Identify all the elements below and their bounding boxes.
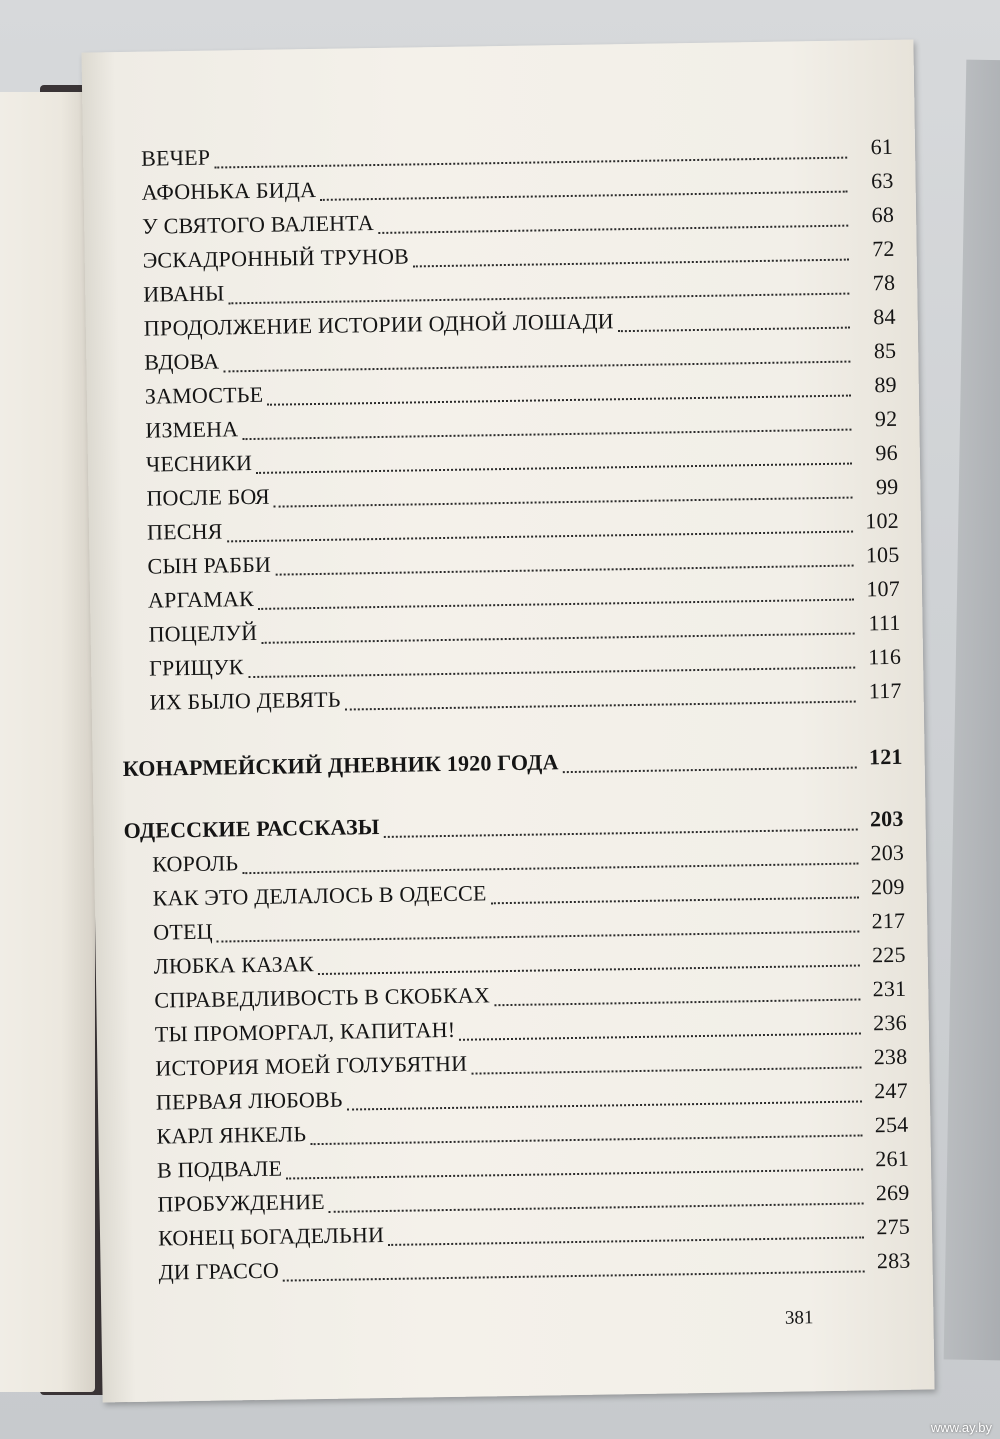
toc-entry-title: КАК ЭТО ДЕЛАЛОСЬ В ОДЕССЕ [152, 880, 487, 911]
toc-section-page: 203 [869, 805, 904, 832]
leader-dots [494, 996, 860, 1006]
page-number: 381 [784, 1307, 814, 1329]
toc-entry-title: ПРОБУЖДЕНИЕ [157, 1188, 326, 1217]
toc-entry-page: 68 [871, 201, 895, 228]
toc-entry-title: КАРЛ ЯНКЕЛЬ [156, 1121, 307, 1149]
left-page-edge [0, 92, 95, 1392]
toc-entry-page: 92 [874, 405, 898, 432]
toc-entry-title: ДИ ГРАССО [158, 1257, 280, 1285]
toc-entry-page: 72 [872, 235, 895, 262]
toc-entry-page: 84 [873, 303, 896, 330]
toc-entry-title: ЭСКАДРОННЫЙ ТРУНОВ [142, 243, 410, 273]
toc-entry-title: ПРОДОЛЖЕНИЕ ИСТОРИИ ОДНОЙ ЛОШАДИ [143, 308, 614, 341]
leader-dots [491, 895, 859, 905]
toc-section-title: КОНАРМЕЙСКИЙ ДНЕВНИК 1920 ГОДА [122, 749, 559, 782]
toc-entry-title: ОТЕЦ [153, 918, 213, 945]
toc-entry-page: 96 [875, 439, 899, 466]
toc-entry-page: 269 [875, 1179, 910, 1206]
toc-entry-page: 63 [870, 167, 894, 194]
toc-entry-page: 231 [872, 975, 907, 1002]
toc-entry-title: КОРОЛЬ [152, 850, 239, 877]
toc-entry-title: АФОНЬКА БИДА [141, 176, 317, 205]
toc-entry-page: 261 [875, 1145, 910, 1172]
toc-group-stories [113, 130, 902, 720]
leader-dots [618, 325, 850, 333]
toc-entry-title: СЫН РАББИ [147, 551, 272, 579]
leader-dots [563, 765, 857, 774]
toc-section-title: ОДЕССКИЕ РАССКАЗЫ [123, 814, 380, 844]
toc-entry-page: 209 [870, 873, 905, 900]
toc-entry-title: ЛЮБКА КАЗАК [153, 951, 315, 979]
toc-entry-title: ПОСЛЕ БОЯ [146, 483, 270, 511]
toc-entry-title: ИВАНЫ [143, 280, 225, 307]
toc-entry-page: 105 [865, 541, 900, 568]
toc-entry-page: 107 [866, 575, 901, 602]
toc-entry-page: 61 [870, 133, 894, 160]
toc-entry-page: 236 [872, 1009, 907, 1036]
toc-entry-page: 217 [871, 907, 906, 934]
leader-dots [471, 1064, 861, 1074]
toc-entry-page: 238 [873, 1043, 908, 1070]
toc-entry-title: ПОЦЕЛУЙ [148, 619, 258, 647]
leader-dots [388, 1234, 864, 1245]
toc-entry-page: 85 [873, 337, 897, 364]
toc-entry-page: 111 [868, 609, 901, 636]
toc-entry-title: ЗАМОСТЬЕ [144, 381, 264, 409]
toc-entry-title: ГРИЩУК [148, 654, 244, 681]
toc-entry-page: 203 [870, 839, 905, 866]
leader-dots [345, 699, 856, 711]
toc-entry-title: ВДОВА [144, 348, 220, 375]
toc-entry-title: ИХ БЫЛО ДЕВЯТЬ [149, 686, 341, 715]
leader-dots [459, 1030, 861, 1040]
toc-entry-page: 116 [868, 643, 902, 670]
leader-dots [413, 257, 849, 268]
toc-group-odessa-stories [124, 836, 911, 1290]
toc-entry-page: 99 [875, 473, 899, 500]
toc-entry-title: СПРАВЕДЛИВОСТЬ В СКОБКАХ [154, 982, 491, 1013]
toc-entry-page: 78 [872, 269, 896, 296]
toc-entry-page: 254 [874, 1111, 909, 1138]
toc-entry-page: 283 [876, 1247, 911, 1274]
toc-entry-page: 89 [874, 371, 897, 398]
toc-entry-page: 247 [874, 1077, 909, 1104]
toc-entry-page: 275 [876, 1213, 911, 1240]
toc-entry-title: ВЕЧЕР [140, 144, 211, 171]
toc-entry-title: У СВЯТОГО ВАЛЕНТА [141, 210, 375, 239]
book-page [81, 40, 934, 1403]
toc-entry-title: ЧЕСНИКИ [145, 449, 253, 477]
watermark: www.ay.by [930, 1420, 992, 1435]
toc-section-page: 121 [868, 743, 903, 770]
toc-entry-title: АРГАМАК [147, 585, 255, 613]
toc-entry-page: 117 [868, 677, 902, 704]
toc-entry-title: ПЕСНЯ [146, 518, 223, 545]
leader-dots [378, 223, 848, 234]
table-of-contents [113, 130, 911, 1290]
toc-entry-title: ИЗМЕНА [145, 416, 239, 443]
toc-entry-title: ИСТОРИЯ МОЕЙ ГОЛУБЯТНИ [155, 1050, 468, 1081]
toc-entry-title: В ПОДВАЛЕ [156, 1155, 283, 1183]
toc-entry-page: 225 [871, 941, 906, 968]
leader-dots [384, 827, 858, 838]
toc-entry-title: ПЕРВАЯ ЛЮБОВЬ [155, 1086, 343, 1115]
toc-entry-page: 102 [865, 507, 900, 534]
toc-entry-title: КОНЕЦ БОГАДЕЛЬНИ [157, 1222, 385, 1251]
toc-entry-title: ТЫ ПРОМОРГАЛ, КАПИТАН! [154, 1016, 456, 1047]
leader-dots [283, 1268, 865, 1281]
